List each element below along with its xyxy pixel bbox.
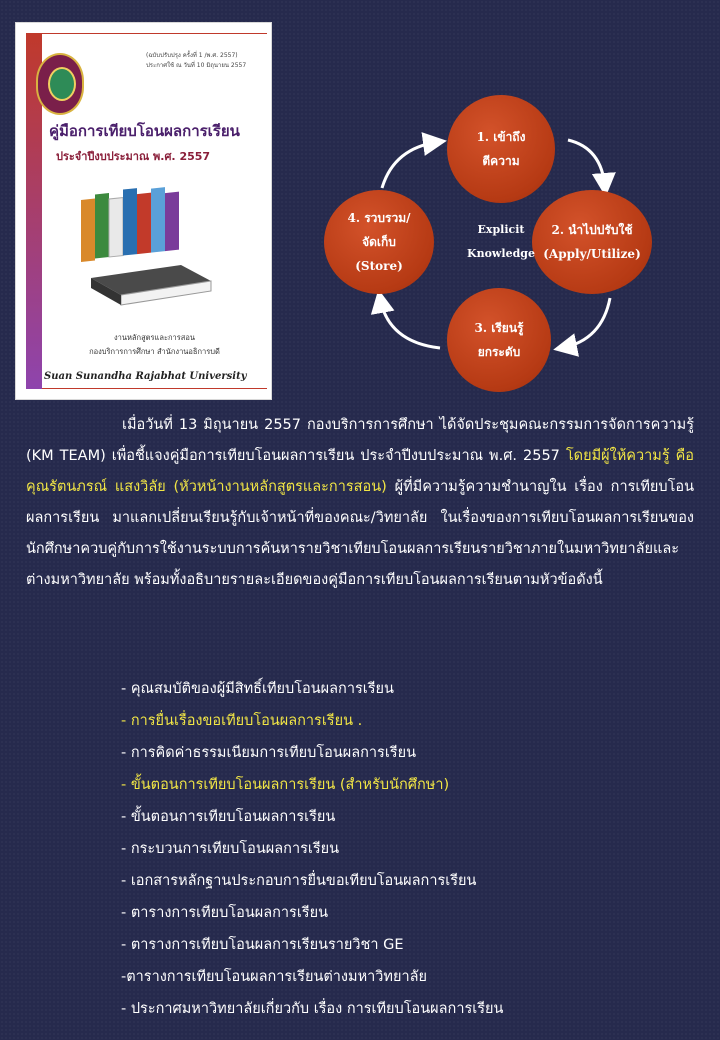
university-seal-logo	[36, 53, 84, 115]
list-item: - ตารางการเทียบโอนผลการเรียน	[121, 905, 328, 921]
org-line-1: งานหลักสูตรและการสอน	[113, 333, 195, 342]
manual-cover-image	[15, 22, 272, 400]
step-2-line-2: (Apply/Utilize)	[543, 247, 641, 261]
cover-subtitle: ประจำปีงบประมาณ พ.ศ. 2557	[56, 150, 211, 163]
paragraph-part-1: เมื่อวันที่ 13 มิถุนายน 2557 กองบริการการศึกษา ได้จัดประชุมคณะกรรมการจัดการความรู้ (KM TEAM) เพื่อชี้แจงคู่มือการเทียบโอนผลการเรียน ประจำปีงบประมาณ พ.ศ. 2557	[26, 417, 694, 464]
arrow-3-to-4	[380, 298, 440, 348]
cover-title: คู่มือการเทียบโอนผลการเรียน	[49, 122, 240, 140]
books-illustration	[71, 183, 221, 313]
step-3-line-1: 3. เรียนรู้	[474, 321, 524, 335]
cover-organization	[36, 331, 273, 359]
cycle-center-label	[450, 218, 552, 266]
list-item: - คุณสมบัติของผู้มีสิทธิ์เทียบโอนผลการเรียน	[121, 681, 394, 697]
list-item: - การยื่นเรื่องขอเทียบโอนผลการเรียน .	[121, 713, 363, 729]
topic-list	[121, 673, 503, 1025]
cover-edition-note	[146, 51, 266, 71]
center-label-line-1: Explicit	[477, 223, 525, 236]
cycle-step-store	[324, 190, 434, 294]
list-item: - ขั้นตอนการเทียบโอนผลการเรียน (สำหรับนักศึกษา)	[121, 777, 450, 793]
step-3-line-2: ยกระดับ	[477, 345, 521, 359]
step-1-line-2: ตีความ	[482, 154, 520, 168]
knowledge-cycle-diagram	[310, 90, 690, 400]
list-item: - ตารางการเทียบโอนผลการเรียนรายวิชา GE	[121, 937, 404, 953]
list-item: - การคิดค่าธรรมเนียมการเทียบโอนผลการเรียน	[121, 745, 416, 761]
step-4-line-2: จัดเก็บ	[362, 235, 396, 249]
paragraph-highlight: โดยมีผู้ให้ความรู้ คือ คุณรัตนภรณ์ แสงวิลัย (หัวหน้างานหลักสูตรและการสอน)	[26, 448, 694, 495]
step-4-line-3: (Store)	[355, 259, 403, 273]
arrow-2-to-3	[562, 298, 610, 348]
list-item: - ประกาศมหาวิทยาลัยเกี่ยวกับ เรื่อง การเทียบโอนผลการเรียน	[121, 1001, 504, 1017]
edition-line-2: ประกาศใช้ ณ วันที่ 10 มิถุนายน 2557	[146, 62, 247, 69]
step-4-line-1: 4. รวบรวม/	[347, 211, 411, 225]
step-2-line-1: 2. นำไปปรับใช้	[551, 223, 633, 237]
cover-university-name: Suan Sunandha Rajabhat University	[44, 371, 247, 382]
list-item: - กระบวนการเทียบโอนผลการเรียน	[121, 841, 340, 857]
step-1-line-1: 1. เข้าถึง	[476, 130, 526, 144]
list-item: - ขั้นตอนการเทียบโอนผลการเรียน	[121, 809, 336, 825]
center-label-line-2: Knowledge	[467, 247, 535, 260]
edition-line-1: (ฉบับปรับปรุง ครั้งที่ 1 /พ.ศ. 2557)	[146, 52, 238, 59]
cycle-step-learn	[447, 288, 551, 392]
paragraph-part-2: ผู้ที่มีความรู้ความชำนาญใน เรื่อง การเทียบโอนผลการเรียน มาแลกเปลี่ยนเรียนรู้กับเจ้าหน้าที่ของคณะ/วิทยาลัย ในเรื่องของการเทียบโอนผลการเรียนของนักศึกษาควบคู่กับการใช้งานระบบการค้นหารายวิชาเทียบโอนผลการเรียนรายวิชาภายในมหาวิทยาลัยและต่างมหาวิทยาลัย พร้อมทั้งอธิบายรายละเอียดของคู่มือการเทียบโอนผลการเรียนตามหัวข้อดังนี้	[26, 479, 695, 588]
intro-paragraph	[26, 410, 694, 596]
list-item: -ตารางการเทียบโอนผลการเรียนต่างมหาวิทยาลัย	[121, 969, 427, 985]
cycle-step-access	[447, 95, 555, 203]
arrow-1-to-2	[568, 140, 605, 188]
org-line-2: กองบริการการศึกษา สำนักงานอธิการบดี	[89, 347, 220, 356]
arrow-4-to-1	[382, 142, 438, 188]
list-item: - เอกสารหลักฐานประกอบการยื่นขอเทียบโอนผลการเรียน	[121, 873, 477, 889]
